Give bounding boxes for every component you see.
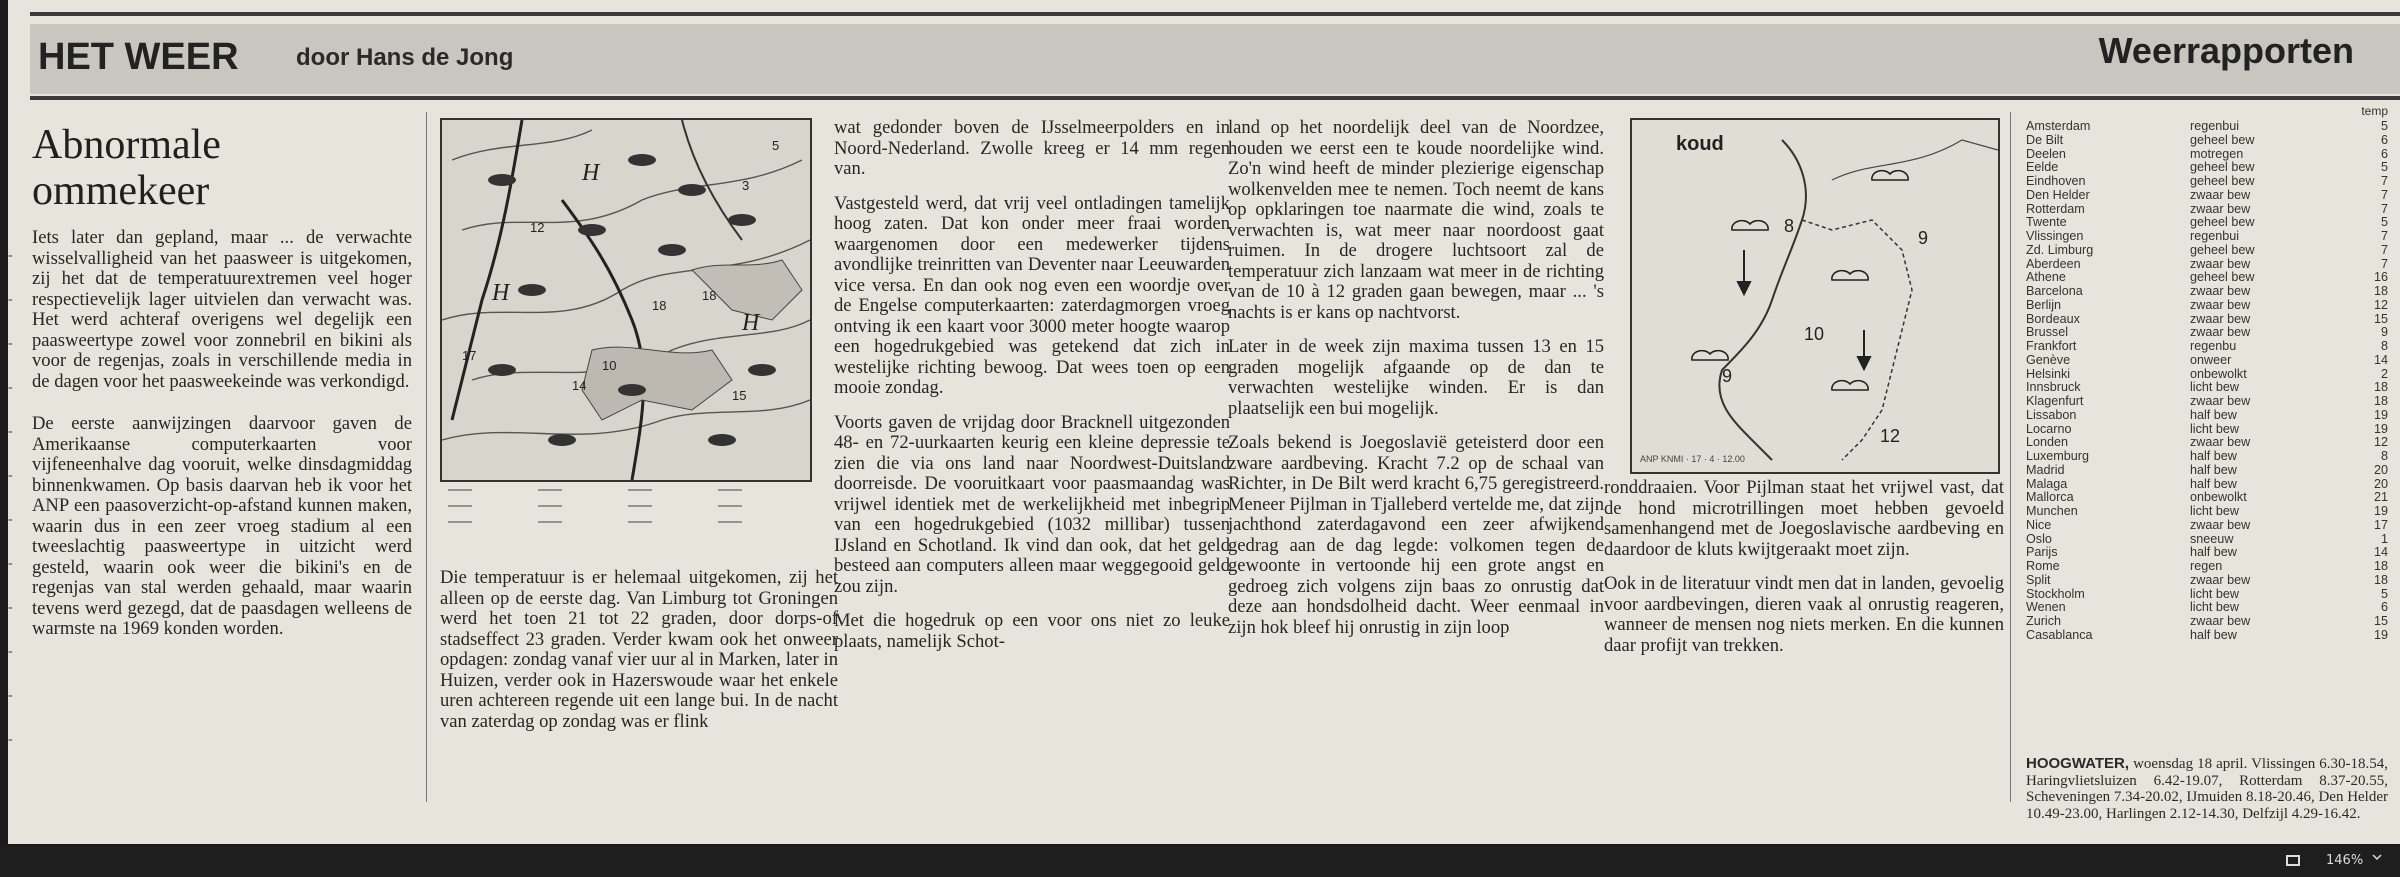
map-label: 18 bbox=[652, 298, 667, 313]
weather-condition: licht bew bbox=[2190, 586, 2239, 601]
weather-condition: zwaar bew bbox=[2190, 187, 2251, 202]
weather-condition: zwaar bew bbox=[2190, 435, 2251, 450]
weather-condition: licht bew bbox=[2190, 421, 2239, 436]
weather-city: Genève bbox=[2026, 352, 2071, 367]
map-label: 9 bbox=[1918, 228, 1929, 248]
weather-city: Innsbruck bbox=[2026, 380, 2081, 395]
weather-city: Split bbox=[2026, 572, 2051, 587]
weather-temp: 17 bbox=[2373, 517, 2388, 532]
weather-condition: regenbui bbox=[2190, 119, 2240, 133]
weather-temp: 15 bbox=[2373, 311, 2388, 326]
weather-condition: onweer bbox=[2190, 352, 2232, 367]
map-label: 10 bbox=[1804, 324, 1825, 344]
weather-city: Luxemburg bbox=[2026, 449, 2090, 463]
weather-condition: geheel bew bbox=[2190, 132, 2255, 147]
weather-temp: 20 bbox=[2373, 476, 2388, 491]
weather-row bbox=[2026, 629, 2388, 643]
map-label: 8 bbox=[1784, 216, 1795, 236]
weather-row bbox=[2026, 409, 2388, 423]
weather-temp: 15 bbox=[2373, 614, 2388, 628]
weather-temp: 7 bbox=[2380, 174, 2388, 188]
weather-city: Mallorca bbox=[2026, 490, 2074, 505]
map-label: 18 bbox=[702, 288, 717, 303]
paragraph: Zoals bekend is Joegoslavië geteisterd door een zware aardbeving. Kracht 7.2 op de schaal van Richter, in De Bilt werd kracht 6,75 geregistreerd. Meneer Pijlman in Tjalleberd vertelde me, dat zijn jachthond zaterdagavond een zeer afwijkend gedrag aan de dag legde: volkomen tegen de gewoonte in vertoonde hij een grote angst en gedroeg zich volgens zijn baas zo onrustig dat deze aan hondsdolheid dacht. Weer eenmaal in zijn hok bleef hij onrustig in zijn loop bbox=[1228, 432, 1604, 638]
weather-row bbox=[2026, 299, 2388, 313]
top-rule bbox=[30, 12, 2400, 16]
paragraph: Iets later dan gepland, maar ... de verwachte wisselvalligheid van het paasweer is uitgekomen, zij het dat de temperatuurextremen veel hoger respectievelijk lager uitvielen dan verwacht was. Het werd achteraf overigens wel degelijk een paasweertype zowel voor zonnebril en bikini als voor de regenjas, zoals in verschillende media in de dagen voor het paasweekeinde was verkondigd. bbox=[32, 227, 412, 392]
weather-map-legend bbox=[442, 480, 810, 550]
weather-row bbox=[2026, 189, 2388, 203]
weather-row bbox=[2026, 354, 2388, 368]
weather-row bbox=[2026, 560, 2388, 574]
weather-condition: half bew bbox=[2190, 476, 2237, 491]
weather-temp: 7 bbox=[2380, 201, 2388, 216]
temp-column-header: temp bbox=[2361, 104, 2388, 118]
paragraph: De eerste aanwijzingen daarvoor gaven de Amerikaanse computerkaarten voor vijfeneenhalve dag vooruit, welke dinsdagmiddag binnenkwamen. Op basis daarvan heb ik voor het ANP een paasoverzicht-op-afstand kunnen maken, waarin dus in een zeer vroeg stadium al een tweeslachtig paasweertype in uitzicht werd gesteld, waarin ook weer die bikini's en de regenjas van stal werden gehaald, maar waarin tevens werd gezegd, dat de paasdagen welleens de warmste na 1969 konden worden. bbox=[32, 413, 412, 639]
weather-row bbox=[2026, 533, 2388, 547]
weather-city: Munchen bbox=[2026, 504, 2078, 518]
weather-row bbox=[2026, 574, 2388, 588]
weather-condition: zwaar bew bbox=[2190, 297, 2251, 312]
weather-city: Stockholm bbox=[2026, 586, 2085, 601]
weather-temp: 5 bbox=[2380, 586, 2388, 601]
weather-city: Brussel bbox=[2026, 325, 2068, 340]
newspaper-page bbox=[8, 0, 2400, 844]
paragraph: wat gedonder boven de IJsselmeerpolders en in Noord-Nederland. Zwolle kreeg er 14 mm regen van. bbox=[834, 117, 1230, 179]
weather-row bbox=[2026, 381, 2388, 395]
column-divider bbox=[426, 112, 427, 802]
paragraph: Voorts gaven de vrijdag door Bracknell uitgezonden 48- en 72-uurkaarten keurig een kleine depressie te zien die via ons land naar Noordwest-Duitsland doorreisde. De vooruitkaart voor paasmaandag was vrijwel identiek met de werkelijkheid met inbegrip van een hogedrukgebied (1032 millibar) tussen IJsland en Schotland. Ik vind dan ook, dat het geld besteed aan computers alleen maar weggegooid geld zou zijn. bbox=[834, 411, 1230, 597]
weather-condition: motregen bbox=[2190, 146, 2244, 161]
zoom-level[interactable]: 146% bbox=[2326, 853, 2364, 868]
weather-condition: regenbui bbox=[2190, 229, 2240, 243]
weather-condition: zwaar bew bbox=[2190, 572, 2251, 587]
article-column-2 bbox=[440, 568, 838, 732]
weather-condition: geheel bew bbox=[2190, 242, 2255, 257]
paragraph: Met die hogedruk op een voor ons niet zo leuke plaats, namelijk Schot- bbox=[834, 610, 1230, 652]
weather-city: Casablanca bbox=[2026, 627, 2093, 642]
weather-temp: 19 bbox=[2373, 407, 2388, 422]
weather-city: Den Helder bbox=[2026, 187, 2090, 202]
weather-report-rows bbox=[2026, 120, 2388, 643]
weather-city: Lissabon bbox=[2026, 407, 2077, 422]
weather-condition: geheel bew bbox=[2190, 160, 2255, 175]
map-label: 15 bbox=[732, 388, 747, 403]
paragraph: land op het noordelijk deel van de Noordzee, houden we eerst een te koude noordelijke wind. Zo'n wind heeft de minder plezierige eigenschap wolkenvelden mee te nemen. Toch neemt de kans op opklaringen toe naarmate die wind, zoals te verwachten is, wat meer naar noordoost gaat ruimen. In de drogere luchtsoort zal de temperatuur zich lanzaam wat meer in de richting van de 10 à 12 graden gaan bewegen, maar ... 's nachts is er kans op nachtvorst. bbox=[1228, 117, 1604, 323]
weather-row bbox=[2026, 134, 2388, 148]
weather-condition: regenbu bbox=[2190, 339, 2237, 353]
article-title-line: ommekeer bbox=[32, 168, 210, 214]
weather-row bbox=[2026, 230, 2388, 244]
article-column-3 bbox=[834, 118, 1230, 652]
weather-city: Zd. Limburg bbox=[2026, 242, 2094, 257]
weather-temp: 21 bbox=[2373, 490, 2388, 505]
weather-condition: zwaar bew bbox=[2190, 284, 2251, 298]
map-label: 10 bbox=[602, 358, 617, 373]
weather-temp: 18 bbox=[2373, 380, 2388, 395]
column-divider bbox=[2010, 112, 2011, 802]
weather-row bbox=[2026, 326, 2388, 340]
weather-row bbox=[2026, 546, 2388, 560]
weather-temp: 6 bbox=[2380, 600, 2388, 615]
weather-temp: 14 bbox=[2373, 545, 2388, 560]
weather-condition: half bew bbox=[2190, 407, 2237, 422]
weather-temp: 7 bbox=[2380, 229, 2388, 243]
tide-label: HOOGWATER, bbox=[2026, 755, 2130, 772]
map-label: H bbox=[582, 160, 600, 186]
weather-city: Athene bbox=[2026, 270, 2066, 285]
weather-city: Wenen bbox=[2026, 600, 2066, 615]
weather-temp: 18 bbox=[2373, 572, 2388, 587]
weather-temp: 8 bbox=[2380, 339, 2388, 353]
weather-city: Malaga bbox=[2026, 476, 2068, 491]
weather-condition: zwaar bew bbox=[2190, 614, 2251, 628]
weather-report-table bbox=[2026, 104, 2388, 643]
weather-city: Madrid bbox=[2026, 462, 2065, 477]
weather-temp: 2 bbox=[2380, 366, 2388, 381]
map-label: H bbox=[492, 280, 510, 306]
weather-row bbox=[2026, 423, 2388, 437]
weather-row bbox=[2026, 271, 2388, 285]
weather-condition: zwaar bew bbox=[2190, 325, 2251, 340]
weather-city: Aberdeen bbox=[2026, 256, 2081, 271]
weather-city: Vlissingen bbox=[2026, 229, 2084, 243]
weather-condition: licht bew bbox=[2190, 380, 2239, 395]
weather-temp: 20 bbox=[2373, 462, 2388, 477]
weather-row bbox=[2026, 519, 2388, 533]
weather-condition: onbewolkt bbox=[2190, 366, 2247, 381]
weather-map-netherlands bbox=[1630, 118, 2000, 474]
weather-row bbox=[2026, 395, 2388, 409]
gutter-marks: - - - - - - - - - - - - bbox=[8, 248, 13, 747]
weather-condition: sneeuw bbox=[2190, 531, 2234, 546]
weather-temp: 7 bbox=[2380, 187, 2388, 202]
weather-temp: 5 bbox=[2380, 119, 2388, 133]
map-label: 17 bbox=[462, 348, 477, 363]
weather-temp: 12 bbox=[2373, 435, 2388, 450]
weather-row bbox=[2026, 491, 2388, 505]
weather-condition: zwaar bew bbox=[2190, 517, 2251, 532]
legend-symbols bbox=[442, 480, 810, 550]
weather-row bbox=[2026, 175, 2388, 189]
weather-city: Rotterdam bbox=[2026, 201, 2085, 216]
tide-times bbox=[2026, 756, 2388, 822]
article-title bbox=[32, 122, 412, 214]
weather-row bbox=[2026, 601, 2388, 615]
weather-city: Zurich bbox=[2026, 614, 2061, 628]
weather-condition: licht bew bbox=[2190, 600, 2239, 615]
weather-city: Eelde bbox=[2026, 160, 2059, 175]
weather-city: Amsterdam bbox=[2026, 119, 2091, 133]
tide-text: woensdag 18 april. Vlissingen 6.30-18.54, Haringvlietsluizen 6.42-19.07, Rotterdam 8.37-20.55, Scheveningen 7.34-20.02, IJmuiden 8.18-20.46, Den Helder 10.49-23.00, Harlingen 2.12-14.30, Delfzijl 4.29-16.42. bbox=[2026, 756, 2389, 822]
section-title: HET WEER bbox=[38, 36, 239, 78]
weather-row bbox=[2026, 148, 2388, 162]
weather-city: Helsinki bbox=[2026, 366, 2071, 381]
weather-row bbox=[2026, 436, 2388, 450]
weather-temp: 1 bbox=[2380, 531, 2388, 546]
weather-temp: 9 bbox=[2380, 325, 2388, 340]
weather-condition: geheel bew bbox=[2190, 215, 2255, 230]
map-label: 14 bbox=[572, 378, 587, 393]
weather-row bbox=[2026, 285, 2388, 299]
weather-condition: zwaar bew bbox=[2190, 256, 2251, 271]
weather-condition: zwaar bew bbox=[2190, 311, 2251, 326]
weather-temp: 18 bbox=[2373, 559, 2388, 573]
weather-temp: 6 bbox=[2380, 146, 2388, 161]
weather-city: Twente bbox=[2026, 215, 2067, 230]
weather-condition: zwaar bew bbox=[2190, 201, 2251, 216]
weather-row bbox=[2026, 244, 2388, 258]
map-label: 9 bbox=[1722, 366, 1733, 386]
weather-temp: 18 bbox=[2373, 394, 2388, 408]
weather-row bbox=[2026, 478, 2388, 492]
weather-temp: 12 bbox=[2373, 297, 2388, 312]
weather-temp: 19 bbox=[2373, 627, 2388, 642]
section-title-right: Weerrapporten bbox=[2098, 30, 2354, 71]
viewer-toolbar bbox=[0, 846, 2400, 877]
weather-map-europe bbox=[440, 118, 812, 482]
map-label: 3 bbox=[742, 178, 750, 193]
weather-condition: geheel bew bbox=[2190, 270, 2255, 285]
weather-row bbox=[2026, 216, 2388, 230]
article-column-5 bbox=[1604, 478, 2004, 656]
weather-temp: 7 bbox=[2380, 242, 2388, 257]
weather-city: Barcelona bbox=[2026, 284, 2083, 298]
weather-row bbox=[2026, 258, 2388, 272]
weather-temp: 19 bbox=[2373, 421, 2388, 436]
weather-city: Rome bbox=[2026, 559, 2060, 573]
weather-city: Frankfort bbox=[2026, 339, 2077, 353]
weather-row bbox=[2026, 161, 2388, 175]
weather-row bbox=[2026, 450, 2388, 464]
weather-condition: zwaar bew bbox=[2190, 394, 2251, 408]
weather-temp: 6 bbox=[2380, 132, 2388, 147]
weather-city: Deelen bbox=[2026, 146, 2066, 161]
weather-row bbox=[2026, 588, 2388, 602]
weather-temp: 8 bbox=[2380, 449, 2388, 463]
weather-row bbox=[2026, 340, 2388, 354]
weather-condition: geheel bew bbox=[2190, 174, 2255, 188]
paragraph: Die temperatuur is er helemaal uitgekomen, zij het alleen op de eerste dag. Van Limburg tot Groningen werd het toen 21 tot 22 graden, door dorps-of stadseffect 23 graden. Verder kwam ook het onweer opdagen: zondag vanaf vier uur al in Marken, later in Huizen, verder ook in Hazerswoude waar het enkele uren achtereen regende uit een lange bui. In de nacht van zaterdag op zondag was er flink bbox=[440, 567, 838, 732]
weather-city: Londen bbox=[2026, 435, 2069, 450]
weather-city: Parijs bbox=[2026, 545, 2058, 560]
weather-row bbox=[2026, 615, 2388, 629]
weather-row bbox=[2026, 120, 2388, 134]
weather-city: De Bilt bbox=[2026, 132, 2064, 147]
map-credit: ANP KNMI · 17 · 4 · 12.00 bbox=[1640, 454, 1745, 464]
paragraph: ronddraaien. Voor Pijlman staat het vrijwel vast, dat de hond microtrillingen moet hebben gevoeld samenhangend met de Joegoslavische aardbeving en daardoor de kluts kwijtgeraakt moet zijn. bbox=[1604, 477, 2004, 560]
weather-map-europe-drawing bbox=[442, 120, 810, 480]
weather-map-netherlands-drawing bbox=[1632, 120, 1998, 472]
map-title: koud bbox=[1676, 133, 1724, 155]
map-label: H bbox=[742, 310, 760, 336]
weather-condition: half bew bbox=[2190, 545, 2237, 560]
weather-condition: onbewolkt bbox=[2190, 490, 2247, 505]
weather-temp: 5 bbox=[2380, 215, 2388, 230]
map-label: 12 bbox=[1880, 426, 1901, 446]
weather-city: Oslo bbox=[2026, 531, 2052, 546]
weather-temp: 5 bbox=[2380, 160, 2388, 175]
map-label: 5 bbox=[772, 138, 780, 153]
map-label: 12 bbox=[530, 220, 545, 235]
weather-city: Eindhoven bbox=[2026, 174, 2086, 188]
weather-condition: regen bbox=[2190, 559, 2223, 573]
weather-city: Locarno bbox=[2026, 421, 2072, 436]
weather-row bbox=[2026, 505, 2388, 519]
fit-to-screen-icon[interactable] bbox=[2286, 855, 2300, 866]
weather-city: Nice bbox=[2026, 517, 2052, 532]
weather-row bbox=[2026, 313, 2388, 327]
weather-city: Klagenfurt bbox=[2026, 394, 2084, 408]
weather-condition: half bew bbox=[2190, 462, 2237, 477]
weather-temp: 14 bbox=[2373, 352, 2388, 367]
weather-temp: 19 bbox=[2373, 504, 2388, 518]
article-column-1 bbox=[32, 228, 412, 640]
weather-row bbox=[2026, 203, 2388, 217]
paragraph: Later in de week zijn maxima tussen 13 en 15 graden mogelijk afgaande op de dan te verwachten westelijke winden. Er is dan plaatselijk een bui mogelijk. bbox=[1228, 336, 1604, 419]
article-title-line: Abnormale bbox=[32, 122, 221, 168]
chevron-down-icon[interactable] bbox=[2372, 852, 2382, 862]
weather-temp: 18 bbox=[2373, 284, 2388, 298]
weather-row bbox=[2026, 464, 2388, 478]
weather-temp: 7 bbox=[2380, 256, 2388, 271]
weather-row bbox=[2026, 368, 2388, 382]
weather-city: Bordeaux bbox=[2026, 311, 2080, 326]
article-column-4 bbox=[1228, 118, 1604, 638]
byline: door Hans de Jong bbox=[296, 44, 514, 71]
weather-condition: half bew bbox=[2190, 627, 2237, 642]
weather-city: Berlijn bbox=[2026, 297, 2061, 312]
weather-condition: licht bew bbox=[2190, 504, 2239, 518]
paragraph: Vastgesteld werd, dat vrij veel ontladingen tamelijk hoog zaten. Dat kon onder meer fraai worden waargenomen door een medewerker tijdens avondlijke treinritten van Deventer naar Leeuwarden vice versa. En dan ook nog even een woordje over de Engelse computerkaarten: zaterdagmorgen vroeg ontving ik een kaart voor 3000 meter hoogte waarop een hogedrukgebied was getekend dat zich in westelijke richting bewoog. Dat wees toen op een mooie zondag. bbox=[834, 192, 1230, 398]
masthead-bottom-rule bbox=[30, 96, 2400, 100]
paragraph: Ook in de literatuur vindt men dat in landen, gevoelig voor aardbevingen, dieren vaak al onrustig reageren, wanneer de mensen nog niets merken. En die kunnen daar profijt van trekken. bbox=[1604, 573, 2004, 656]
weather-condition: half bew bbox=[2190, 449, 2237, 463]
weather-temp: 16 bbox=[2373, 270, 2388, 285]
